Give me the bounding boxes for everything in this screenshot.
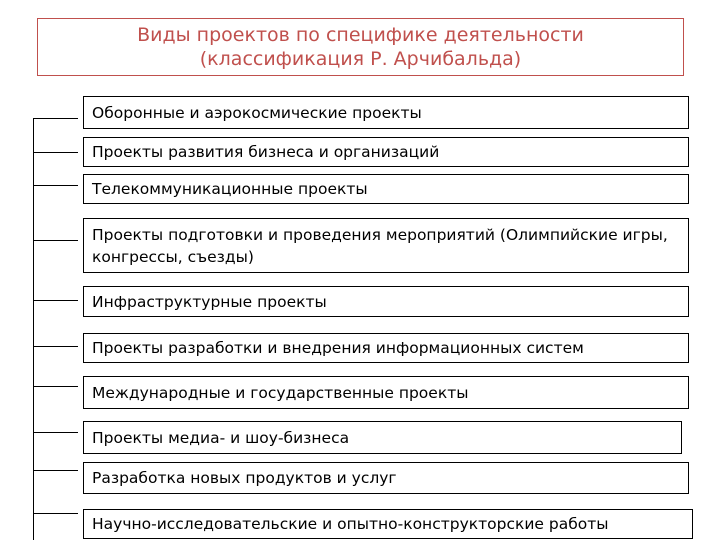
project-type-box: Оборонные и аэрокосмические проекты <box>83 96 689 129</box>
connector-4 <box>33 240 78 241</box>
project-type-box: Разработка новых продуктов и услуг <box>83 462 689 494</box>
connector-10 <box>33 513 78 514</box>
diagram-title <box>37 18 684 76</box>
project-type-box: Международные и государственные проекты <box>83 376 689 409</box>
project-type-box: Инфраструктурные проекты <box>83 286 689 317</box>
title-line-1: Виды проектов по специфике деятельности <box>137 24 584 46</box>
project-type-box: Проекты медиа- и шоу-бизнеса <box>83 421 682 454</box>
connector-5 <box>33 300 78 301</box>
connector-2 <box>33 152 78 153</box>
project-type-box: Проекты разработки и внедрения информационных систем <box>83 333 689 363</box>
project-type-box: Проекты развития бизнеса и организаций <box>83 137 689 167</box>
title-line-2: (классификация Р. Арчибальда) <box>199 48 522 70</box>
tree-trunk-line <box>33 118 34 540</box>
project-type-box: Проекты подготовки и проведения мероприятий (Олимпийские игры, конгрессы, съезды) <box>83 218 689 273</box>
connector-1 <box>33 118 78 119</box>
connector-3 <box>33 185 78 186</box>
project-type-box: Научно-исследовательские и опытно-конструкторские работы <box>83 509 693 539</box>
connector-6 <box>33 346 78 347</box>
connector-8 <box>33 432 78 433</box>
project-type-box: Телекоммуникационные проекты <box>83 174 689 204</box>
connector-7 <box>33 386 78 387</box>
connector-9 <box>33 470 78 471</box>
